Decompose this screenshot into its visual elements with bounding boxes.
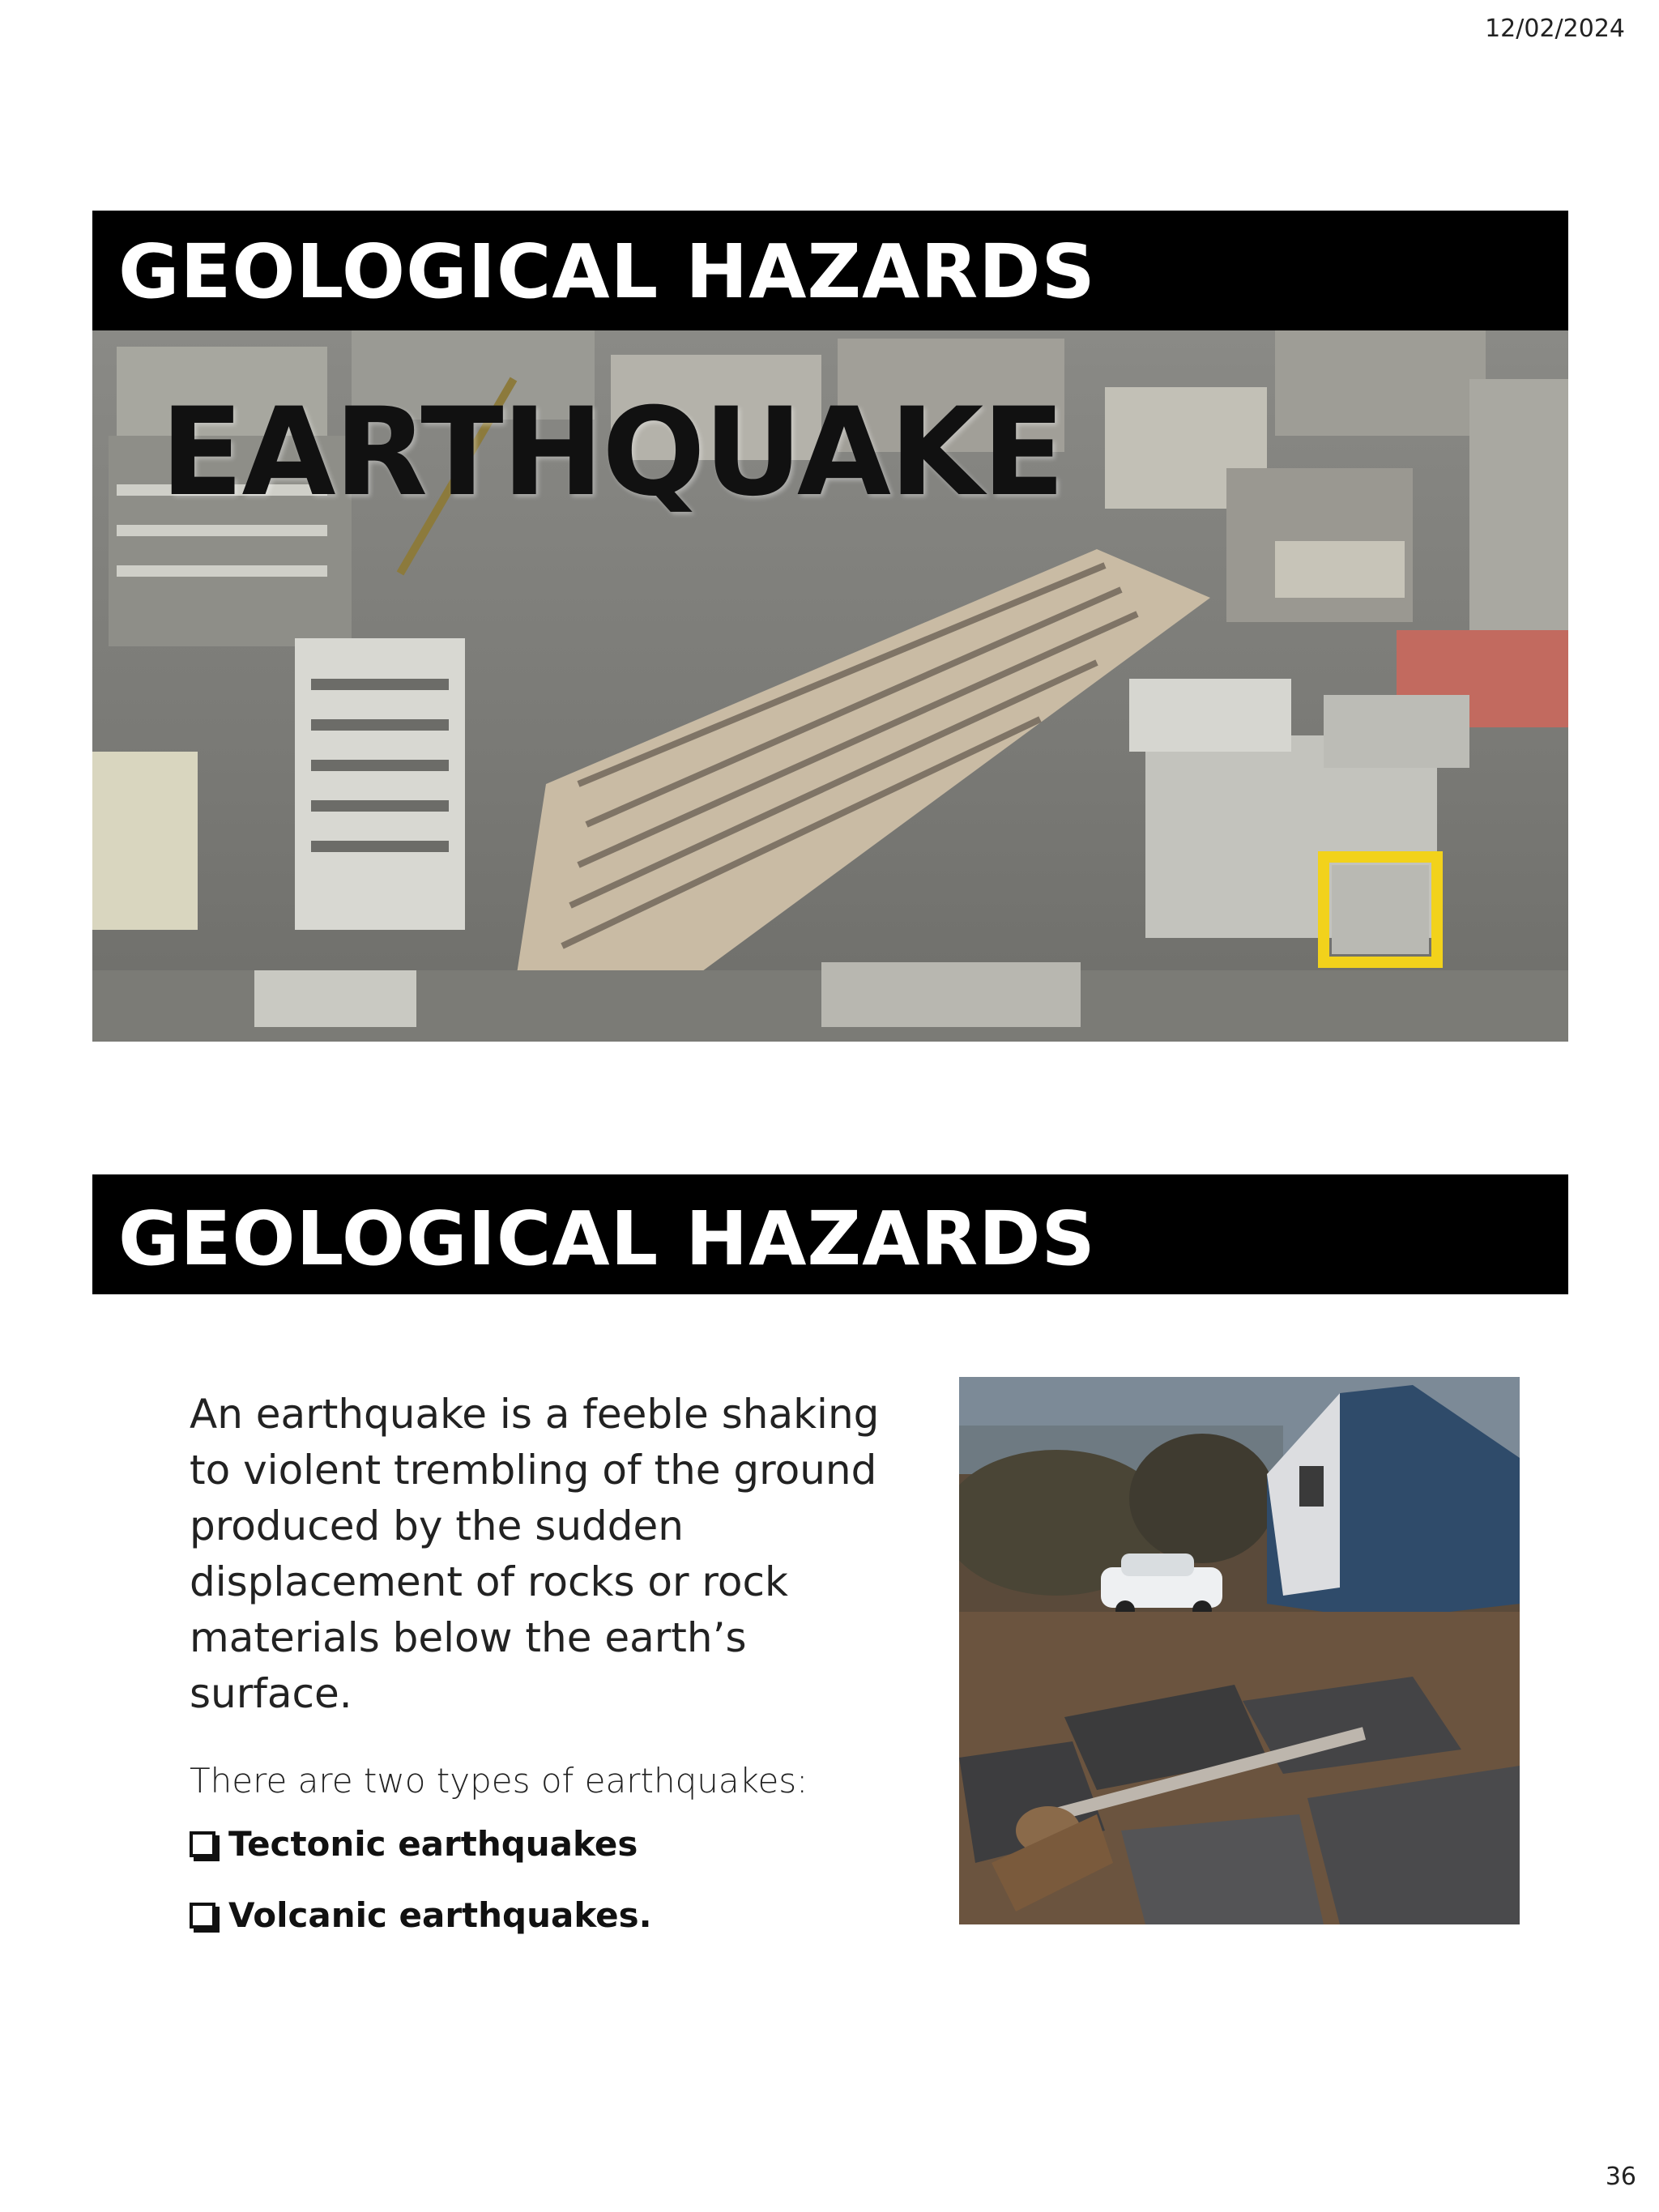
- slide-earthquake-title: [92, 211, 1568, 1042]
- page-number: 36: [1605, 2163, 1636, 2191]
- types-intro: There are two types of earthquakes:: [190, 1761, 808, 1801]
- slide1-title: GEOLOGICAL HAZARDS: [118, 228, 1096, 315]
- checkbox-bullet-icon: [190, 1831, 215, 1857]
- list-item: [190, 1824, 638, 1864]
- earthquake-heading: EARTHQUAKE: [160, 382, 1064, 523]
- earthquake-definition: An earthquake is a feeble shaking to violent trembling of the ground produced by the sudden displacement of rocks or rock materials below the earth’s surface.: [190, 1391, 880, 1717]
- earthquake-damage-photo: [959, 1377, 1520, 1924]
- checkbox-bullet-icon: [190, 1903, 215, 1929]
- type-label: Volcanic earthquakes.: [228, 1895, 652, 1935]
- slide2-title-bar: [92, 1174, 1568, 1294]
- type-label: Tectonic earthquakes: [228, 1824, 638, 1864]
- list-item: [190, 1895, 652, 1935]
- page-date: 12/02/2024: [1485, 15, 1625, 43]
- slide2-title: GEOLOGICAL HAZARDS: [118, 1196, 1096, 1282]
